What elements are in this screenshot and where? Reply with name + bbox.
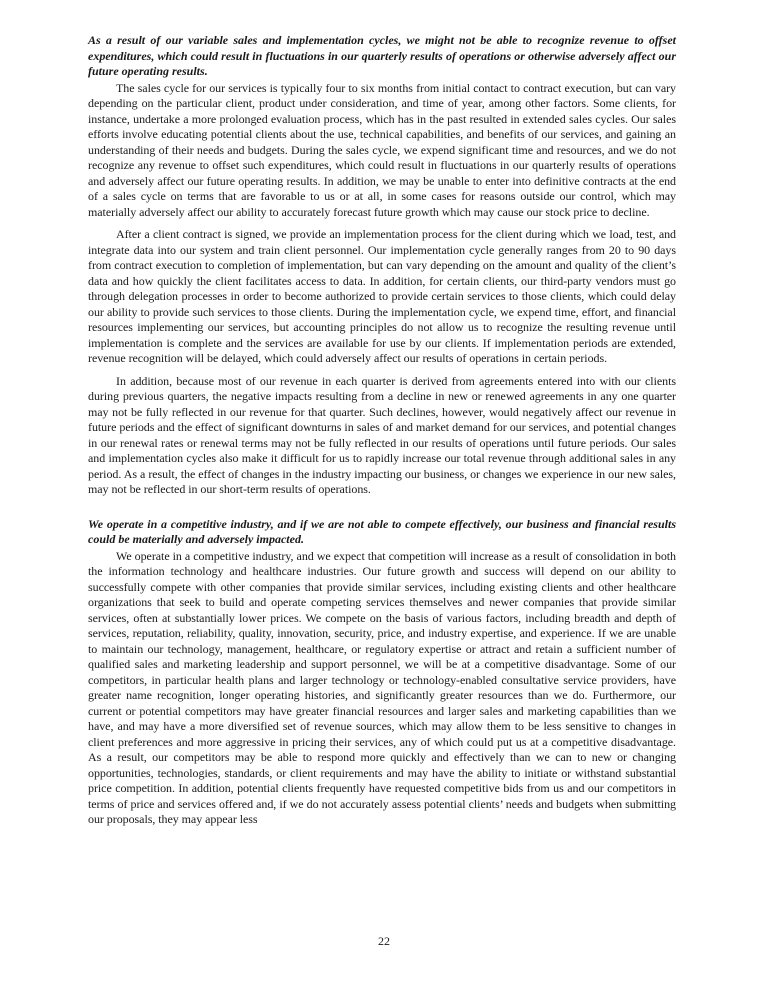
section-revenue-cycles: [88, 33, 676, 498]
section-spacer: [88, 505, 676, 517]
section-competition: [88, 517, 676, 828]
section-heading: We operate in a competitive industry, and if we are not able to compete effectively, our business and financial results could be materially and adversely impacted.: [88, 516, 676, 546]
body-paragraph: We operate in a competitive industry, and we expect that competition will increase as a result of consolidation in both the information technology and healthcare industries. Our future growth and success will depend on our ability to successfully compete with other companies that provide similar services, including existing clients and other healthcare organizations that seek to build and operate competing services themselves and newer companies that provide similar services, often at substantially lower prices. We compete on the basis of various factors, including breadth and depth of services, reputation, reliability, quality, innovation, security, price, and industry expertise, and experience. If we are unable to maintain our technology, management, healthcare, or regulatory expertise or attract and retain a sufficient number of qualified sales and marketing leadership and support personnel, we will be at a competitive disadvantage. Some of our competitors, in particular health plans and larger technology or technology-enabled consultative service providers, have greater name recognition, longer operating histories, and significantly greater resources than we do. Furthermore, our current or potential competitors may have greater financial resources and larger sales and marketing capabilities than we have, and may have a more diversified set of revenue sources, which may allow them to be less sensitive to changes in client preferences and more aggressive in pricing their services, any of which could put us at a competitive disadvantage. As a result, our competitors may be able to respond more quickly and effectively than we can to new or changing opportunities, technologies, standards, or client requirements and may have the ability to initiate or withstand substantial price competition. In addition, potential clients frequently have requested competitive bids from us and our competitors in terms of price and services offered and, if we do not accurately assess potential clients’ needs and budgets when submitting our proposals, they may appear less: [88, 548, 676, 826]
body-paragraph: After a client contract is signed, we provide an implementation process for the client during which we load, test, and integrate data into our system and train client personnel. Our implementation cycle generally ranges from 20 to 90 days from contract execution to completion of implementation, but can vary depending on the amount and quality of the client’s data and how quickly the client facilitates access to data. In addition, for certain clients, our third-party vendors must go through delegation processes in order to become authorized to provide certain services to those clients, which could delay our ability to provide such services to those clients. During the implementation cycle, we expend time, effort, and financial resources implementing our services, but accounting principles do not allow us to recognize the resulting revenue until implementation is complete and the services are available for use by our clients. If implementation periods are extended, revenue recognition will be delayed, which could adversely affect our results of operations in certain periods.: [88, 227, 676, 365]
document-page: [88, 33, 676, 835]
body-paragraph: The sales cycle for our services is typically four to six months from initial contact to contract execution, but can vary depending on the particular client, product under consideration, and time of year, among other factors. Some clients, for instance, undertake a more prolonged evaluation process, which has in the past resulted in extended sales cycles. Our sales efforts involve educating potential clients about the use, technical capabilities, and benefits of our services, and gaining an understanding of their needs and budgets. During the sales cycle, we expend significant time and resources, and we do not recognize any revenue to offset such expenditures, which could result in fluctuations in our quarterly results of operations and adversely affect our future operating results. In addition, we may be unable to enter into definitive contracts at the end of a sales cycle on terms that are favorable to us or at all, in some cases for reasons outside our control, which may materially adversely affect our ability to accurately forecast future growth which may cause our stock price to decline.: [88, 80, 676, 219]
section-heading: As a result of our variable sales and implementation cycles, we might not be able to recognize revenue to offset expenditures, which could result in fluctuations in our quarterly results of operations or otherwise adversely affect our future operating results.: [88, 33, 676, 78]
page-number: 22: [378, 934, 390, 948]
body-paragraph: In addition, because most of our revenue in each quarter is derived from agreements entered into with our clients during previous quarters, the negative impacts resulting from a decline in new or renewed agreements in any one quarter may not be fully reflected in our revenue for that quarter. Such declines, however, would negatively affect our revenue in future periods and the effect of significant downturns in sales of and market demand for our services, and potential changes in our renewal rates or renewal terms may not be fully reflected in our results of operations until future periods. Our sales and implementation cycles also make it difficult for us to rapidly increase our total revenue through additional sales in any period. As a result, the effect of changes in the industry impacting our business, or changes we experience in our new sales, may not be reflected in our short-term results of operations.: [88, 373, 676, 496]
